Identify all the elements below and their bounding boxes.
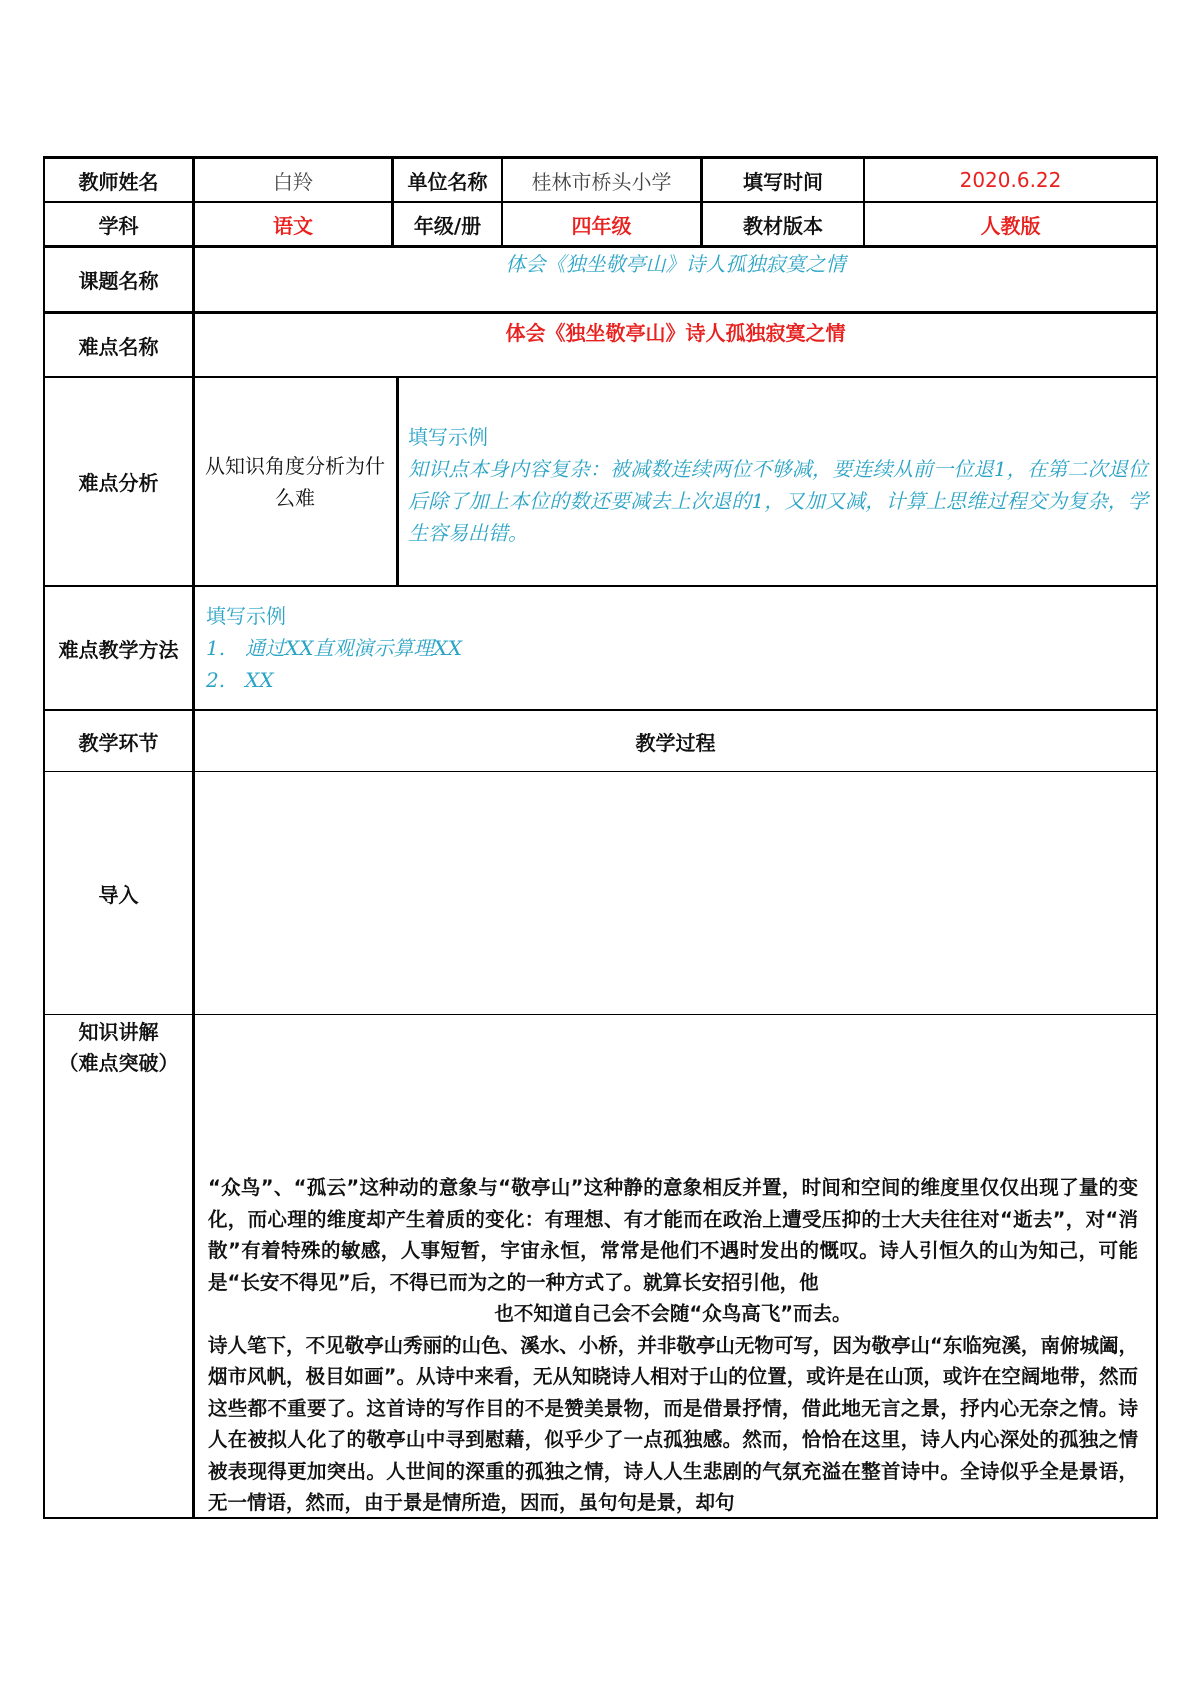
teacher-value: 白羚 (273, 169, 313, 194)
grade-label: 年级/册 (413, 214, 482, 238)
difficulty-value: 体会《独坐敬亭山》诗人孤独寂寞之情 (505, 320, 846, 345)
knowledge-label-line1: 知识讲解 (78, 1020, 159, 1044)
process-value: 教学过程 (635, 730, 716, 755)
border-right (1156, 156, 1158, 1519)
method-item-1: 1. 通过XX直观演示算理XX (206, 636, 463, 660)
border-row7 (43, 771, 1158, 772)
border-row5 (43, 585, 1158, 587)
difficulty-label: 难点名称 (78, 334, 159, 359)
border-row8 (43, 1014, 1158, 1015)
date-value: 2020.6.22 (959, 168, 1062, 192)
textbook-value: 人教版 (980, 214, 1041, 238)
subject-value: 语文 (273, 214, 313, 238)
textbook-label: 教材版本 (743, 214, 823, 238)
unit-label: 单位名称 (407, 169, 488, 194)
method-label: 难点教学方法 (58, 637, 179, 662)
border-row3 (43, 311, 1158, 314)
knowledge-label-line2: （难点突破） (58, 1051, 179, 1075)
grade-value: 四年级 (571, 214, 632, 238)
topic-label: 课题名称 (78, 269, 159, 293)
intro-label: 导入 (98, 882, 139, 907)
subject-label: 学科 (98, 214, 139, 238)
knowledge-para1-last: 也不知道自己会不会随“众鸟高飞”而去。 (494, 1302, 852, 1325)
knowledge-para1: “众鸟”、“孤云”这种动的意象与“敬亭山”这种静的意象相反并置，时间和空间的维度里仅仅出现了量的变化，而心理的维度却产生着质的变化：有理想、有才能而在政治上遭受压抑的士大夫往往对“逝去”，对“消散”有着特殊的敏感，人事短暂，宇宙永恒，常常是他们不遇时发出的慨叹。诗人引恒久的山为知己，可能是“长安不得见”后，不得已而为之的一种方式了。就算长安招引他，他 (208, 1176, 1138, 1294)
method-example-title: 填写示例 (206, 604, 286, 628)
method-content (206, 600, 1136, 696)
analysis-example (408, 421, 1148, 549)
border-col1 (192, 156, 195, 1519)
analysis-sub-label: 从知识角度分析为什么难 (205, 453, 385, 510)
topic-value: 体会《独坐敬亭山》诗人孤独寂寞之情 (505, 251, 846, 276)
analysis-label: 难点分析 (78, 471, 159, 495)
border-analysis-split (396, 377, 399, 586)
teacher-label: 教师姓名 (78, 169, 159, 194)
unit-value: 桂林市桥头小学 (531, 169, 672, 194)
date-label: 填写时间 (743, 169, 823, 194)
analysis-example-text: 知识点本身内容复杂：被减数连续两位不够减，要连续从前一位退1，在第二次退位后除了加上本位的数还要减去上次退的1，又加又减，计算上思维过程交为复杂，学生容易出错。 (408, 457, 1148, 545)
knowledge-label (45, 1017, 192, 1079)
knowledge-para2: 诗人笔下，不见敬亭山秀丽的山色、溪水、小桥，并非敬亭山无物可写，因为敬亭山“东临宛溪，南俯城阖，烟市风帆，极目如画”。从诗中来看，无从知晓诗人相对于山的位置，或许是在山顶，或许在空阔地带，然而这些都不重要了。这首诗的写作目的不是赞美景物，而是借景抒情，借此地无言之景，抒内心无奈之情。诗人在被拟人化了的敬亭山中寻到慰藉，似乎少了一点孤独感。然而，恰恰在这里，诗人内心深处的孤独之情被表现得更加突出。人世间的深重的孤独之情，诗人人生悲剧的气氛充溢在整首诗中。全诗似乎全是景语，无一情语，然而，由于景是情所造，因而，虽句句是景，却句 (208, 1333, 1138, 1514)
method-item-2: 2. XX (206, 668, 274, 692)
process-label: 教学环节 (78, 730, 159, 755)
analysis-example-title: 填写示例 (408, 425, 488, 449)
knowledge-body (208, 1172, 1138, 1519)
